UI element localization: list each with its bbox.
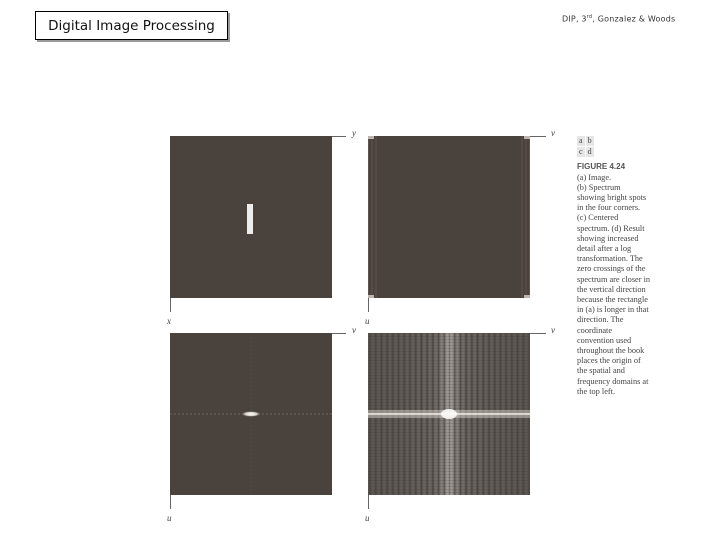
panel-d-log-spectrum: [368, 333, 530, 495]
panel-key-a: a: [579, 136, 583, 145]
axis-label-b-v: v: [551, 128, 555, 138]
log-spectrum-svg: [368, 333, 530, 495]
figure-number: FIGURE 4.24: [577, 162, 626, 172]
figure-caption: [577, 136, 677, 397]
axis-arrow-d-horizontal: [530, 333, 546, 334]
caption-text: (a) Image. (b) Spectrum showing bright spots in the four corners. (c) Centered spectrum. (d) Result showing increased detail after a log transformation. The zero crossings of the spectrum are closer in the vertical direction because the rectangle in (a) is longer in that direction. The coordinate convention used throughout the book places the origin of the spatial and frequency domains at the top left.: [577, 172, 651, 396]
axis-arrow-d-vertical: [368, 495, 369, 509]
panel-b-spectrum: [368, 136, 530, 298]
spectrum-corners-svg: [368, 136, 530, 298]
axis-label-c-u: u: [167, 513, 172, 523]
panel-key-grid: [577, 136, 677, 158]
axis-arrow-b-vertical: [368, 298, 369, 312]
centered-spectrum-svg: [170, 333, 332, 495]
panel-key-c: c: [579, 147, 583, 157]
panel-c-centered-spectrum: [170, 333, 332, 495]
axis-arrow-c-horizontal: [332, 333, 346, 334]
course-header: DIP, 3rd, Gonzalez & Woods: [562, 14, 676, 24]
panel-a-image: [170, 136, 332, 298]
axis-label-c-v: v: [352, 325, 356, 335]
axis-label-d-v: v: [551, 325, 555, 335]
axis-arrow-a-horizontal: [332, 136, 346, 137]
slide-title: Digital Image Processing: [35, 11, 228, 40]
axis-label-a-y: y: [352, 128, 356, 138]
panel-key-d: d: [587, 147, 592, 157]
white-rectangle: [247, 204, 253, 234]
axis-arrow-c-vertical: [170, 495, 171, 509]
axis-label-a-x: x: [167, 316, 171, 326]
axis-arrow-a-vertical: [170, 298, 171, 312]
axis-arrow-b-horizontal: [530, 136, 546, 137]
axis-label-b-u: u: [365, 316, 370, 326]
panel-key-b: b: [587, 136, 592, 145]
axis-label-d-u: u: [365, 513, 370, 523]
